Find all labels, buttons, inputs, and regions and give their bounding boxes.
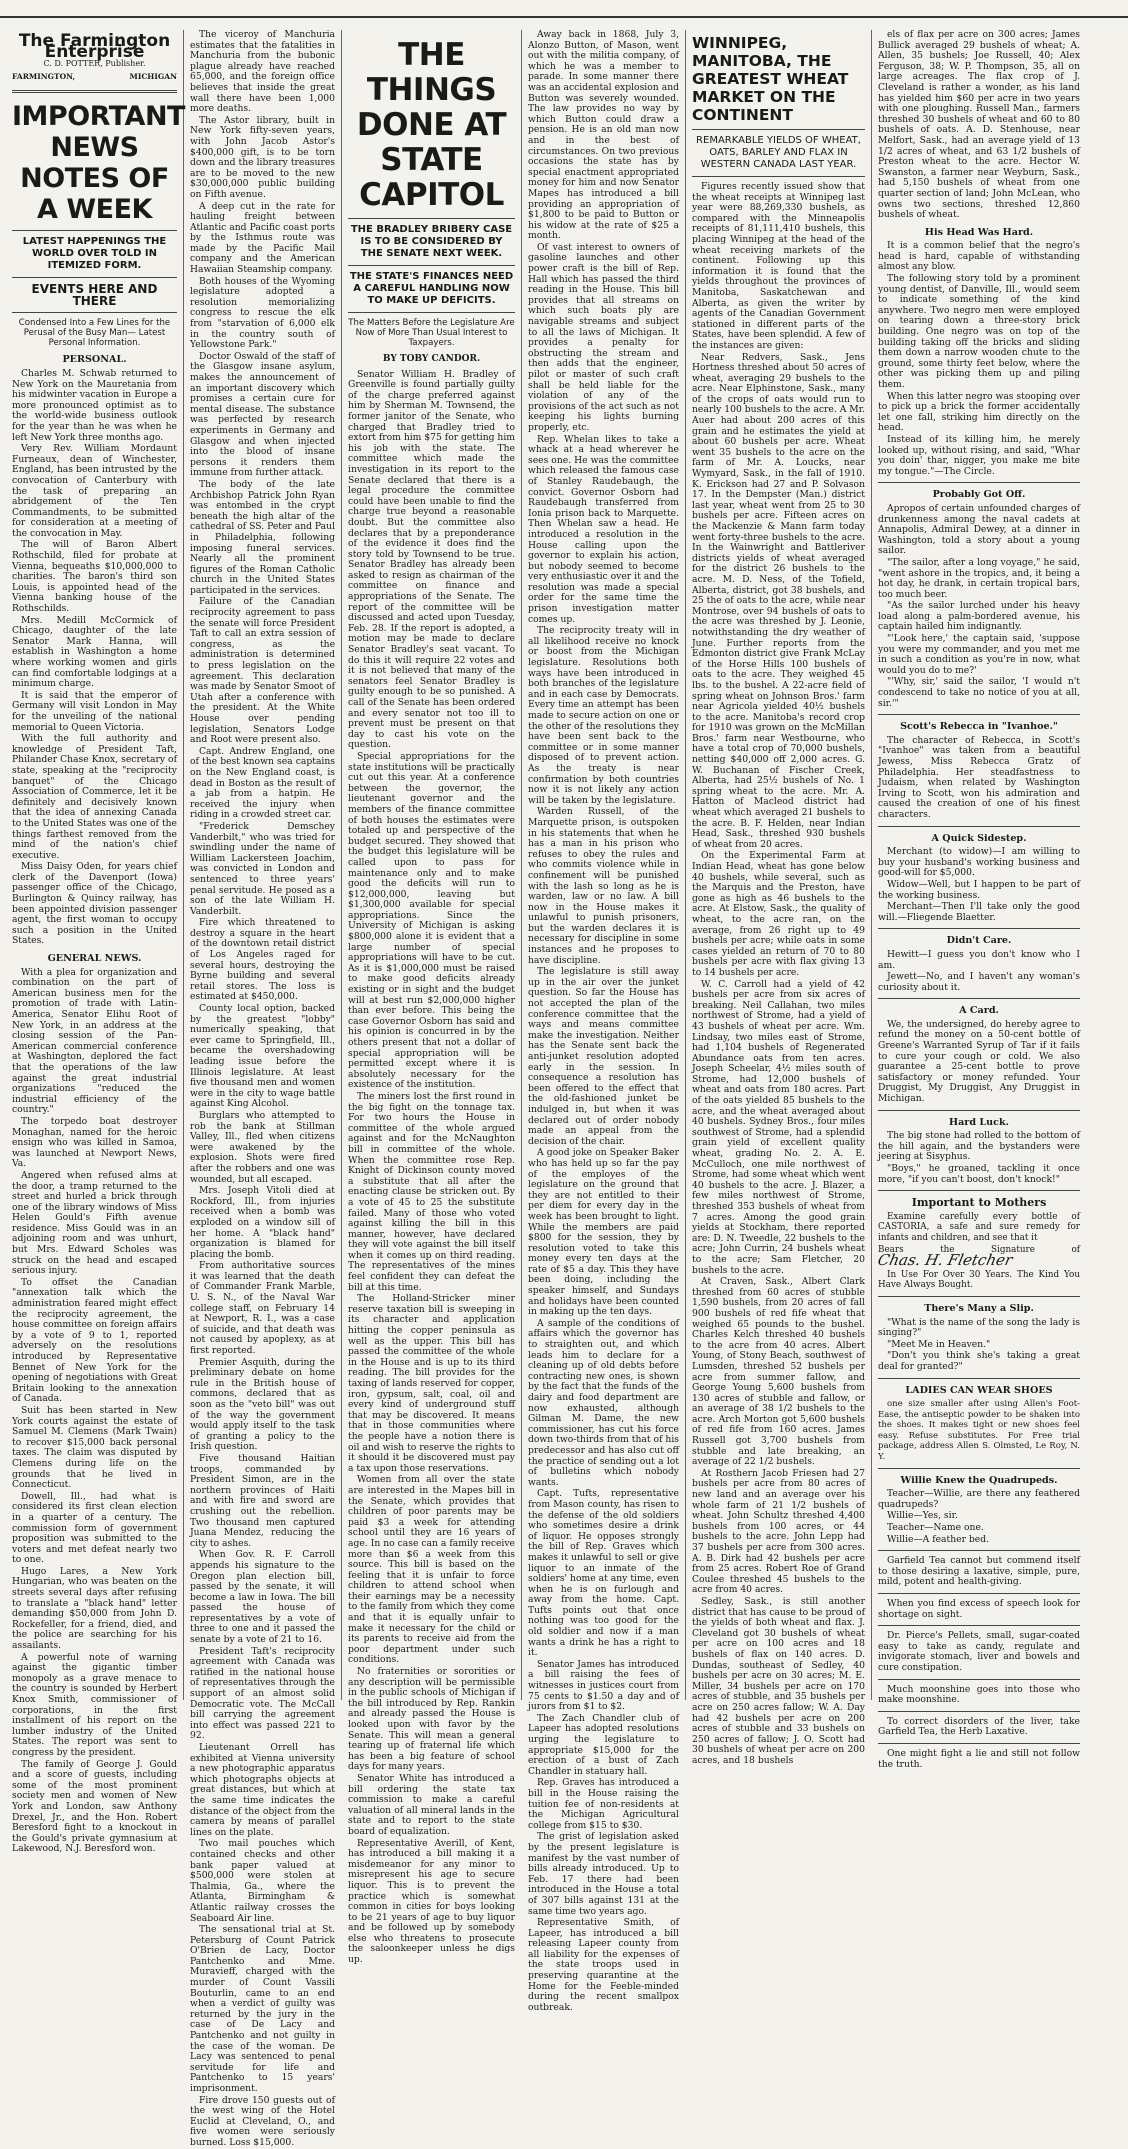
article-paragraph: Fire drove 150 guests out of the west wing of the Hotel Euclid at Cleveland, O., and five women were seriously burned. Loss $15,000. bbox=[190, 2094, 335, 2148]
article-paragraph: It is a common belief that the negro's head is hard, capable of withstanding almost any blow. bbox=[878, 240, 1080, 273]
section-general: GENERAL NEWS. bbox=[47, 953, 142, 965]
article-paragraph: "Meet Me in Heaven." bbox=[887, 1338, 991, 1350]
article-paragraph: Special appropriations for the state institutions will be practically cut out this year. At a conference between the governor, the lieutenant governor and the members of the finance committee of both houses the estimates were totaled up and perspective of the budget secured. They showed that the budget this legislature will be called upon to pass for maintenance only and to make good the deficits will run to $12,000,000, leaving but $1,300,000 available for special appropriations. Since the University of Michigan is asking $800,000 alone it is evident that a large number of special appropriations will have to be cut. As it is $1,000,000 must be raised to make good deficits already existing or in sight and the budget will at best run $2,000,000 higher than ever before. This being the case Governor Osborn has said and his opinion is concurred in by the others present that not a dollar of special appropriation will be permitted except where it is absolutely necessary for the existence of the institution. bbox=[348, 750, 515, 1091]
ad-heading: LADIES CAN WEAR SHOES bbox=[905, 1384, 1053, 1396]
article-paragraph: The Astor library, built in New York fifty-seven years, with John Jacob Astor's $400,000 gift, is to be torn down and the library treasures are to be moved to the new $30,000,000 public building on Fifth avenue. bbox=[190, 114, 335, 200]
article-paragraph: Away back in 1868, July 3, Alonzo Button, of Mason, went out with the militia company, of which he was a member to parade. In some manner there was an accidental explosion and Button was severely wounded. The law provides no way by which Button could draw a pension. He is an old man now and in the best of circumstances. On two previous occasions the state has by special enactment appropriated money for him and now Senator Mapes has introduced a bill providing an appropriation of $1,800 to be paid to Button or his widow at the rate of $25 a month. bbox=[528, 29, 679, 242]
article-paragraph: Rep. Whelan likes to take a whack at a head wherever he sees one. He was the committee which released the famous case of Stanley Raudebaugh, the convict. Governor Osborn had Raudebaugh transferred from Ionia prison back to Marquette. Then Whelan saw a head. He introduced a resolution in the House calling upon the governor to explain his action, but nobody seemed to become very enthusiastic over it and the resolution was made a special order for the same time the prison investigation matter comes up. bbox=[528, 433, 679, 625]
column-4 bbox=[522, 29, 686, 2013]
headline-state-capitol: THE THINGS DONE AT STATE CAPITOL bbox=[356, 37, 507, 213]
article-paragraph: Merchant—Then I'll take only the good will.—Fliegende Blaetter. bbox=[878, 901, 1080, 923]
article-paragraph: The big stone had rolled to the bottom of the hill again, and the bystanders were jeering at Sisyphus. bbox=[878, 1130, 1080, 1163]
article-paragraph: Mrs. Medill McCormick of Chicago, daughter of the late Senator Mark Hanna, will establish in Washington a home where working women and girls can find comfortable lodgings at a minimum charge. bbox=[12, 614, 177, 690]
state: MICHIGAN bbox=[129, 71, 177, 81]
article-paragraph: Dowell, Ill., had what is considered its first clean election in a quarter of a century. The commission form of government proposition was submitted to the voters and met defeat nearly two to one. bbox=[12, 1490, 177, 1566]
ad-signature-line bbox=[878, 1245, 1080, 1269]
bears-label: Bears the Signature of bbox=[878, 1244, 1080, 1255]
article-paragraph: Hugo Lares, a New York Hungarian, who was beaten on the streets several days after refusing to translate a "black hand" letter demanding $50,000 from John D. Rockefeller, for a friend, died, and the police are searching for his assailants. bbox=[12, 1565, 177, 1652]
headline-winnipeg: WINNIPEG, MANITOBA, THE GREATEST WHEAT MARKET ON THE CONTINENT bbox=[692, 34, 849, 124]
item-heading: Didn't Care. bbox=[946, 935, 1012, 947]
article-paragraph: "What is the name of the song the lady is singing?" bbox=[878, 1316, 1080, 1339]
article-paragraph: When this latter negro was stooping over to pick up a brick the former accidentally let one fall, striking him directly on the head. bbox=[878, 390, 1080, 434]
article-paragraph: We, the undersigned, do hereby agree to refund the money on a 50-cent bottle of Greene's Warranted Syrup of Tar if it fails to cure your cough or cold. We also guarantee a 25-cent bottle to prove satisfactory or money refunded. Your Druggist, My Druggist, Any Druggist in Michigan. bbox=[878, 1018, 1080, 1105]
article-paragraph: The miners lost the first round in the big fight on the tonnage tax. For two hours the House in committee of the whole argued against and for the McNaughton bill in committee of the whole. When the committee rose Rep. Knight of Dickinson county moved a substitute that all after the enacting clause be stricken out. By a vote of 45 to 25 the substitute failed. Many of those who voted against killing the bill in this manner, however, have declared they will vote against the bill itself when it comes up on third reading. The representatives of the mines feel confident they can defeat the bill at this time. bbox=[348, 1090, 515, 1293]
item-heading: His Head Was Hard. bbox=[924, 226, 1034, 238]
article-paragraph: Representative Smith, of Lapeer, has introduced a bill releasing Lapeer county from all liability for the expenses of the state troops used in preserving quarantine at the Home for the Feeble-minded during the recent smallpox outbreak. bbox=[528, 1917, 679, 2013]
article-paragraph: The grist of legislation asked by the present legislature is manifest by the vast number of bills already introduced. Up to Feb. 17 there had been introduced in the House a total of 307 bills against 131 at the same time two years ago. bbox=[528, 1831, 679, 1917]
subhead-bribery: THE BRADLEY BRIBERY CASE IS TO BE CONSIDERED BY THE SENATE NEXT WEEK. bbox=[350, 224, 513, 259]
article-paragraph: Very Rev. William Mordaunt Furneaux, dean of Winchester, England, has been intrusted by the convocation of Canterbury with the task of preparing an abridgement of the Ten Commandments, to be submitted for consideration at a meeting of the convocation in May. bbox=[12, 443, 177, 539]
article-paragraph: A powerful note of warning against the gigantic timber monopoly as a grave menace to the country is sounded by Herbert Knox Smith, commissioner of corporations, in the first installment of his report on the lumber industry of the United States. The report was sent to congress by the president. bbox=[12, 1651, 177, 1758]
item-heading: Scott's Rebecca in "Ivanhoe." bbox=[900, 721, 1058, 733]
column-1 bbox=[6, 30, 185, 1855]
article-paragraph: "As the sailor lurched under his heavy load along a palm-bordered avenue, his captain hailed him indignantly. bbox=[878, 600, 1080, 633]
article-paragraph: The torpedo boat destroyer Monaghan, named for the heroic ensign who was killed in Samoa, was launched at Newport News, Va. bbox=[12, 1115, 177, 1170]
article-paragraph: A good joke on Speaker Baker who has held up so far the pay of the employes of the legislature on the ground that they are not entitled to their per diem for every day in the week has been brought to light. While the members are paid $800 for the session, they by resolution voted to take this money every ten days at the rate of $5 a day. This they have been doing, including the speaker himself, and Sundays and holidays have been counted in making up the ten days. bbox=[528, 1147, 679, 1318]
article-paragraph: On the Experimental Farm at Indian Head, wheat has gone below 40 bushels, while several, such as the Marquis and the Preston, have gone as high as 46 bushels to the acre. At Elstow, Sask., the quality of wheat, to the acre ran, on the average, from 26 right up to 49 bushels per acre; while oats in some cases yielded an return of 70 to 80 bushels per acre with flax giving 13 to 14 bushels per acre. bbox=[692, 850, 865, 978]
article-paragraph: With a plea for organization and combination on the part of American business men for the promotion of trade with Latin-America, Senator Elihu Root of New York, in an address at the closing session of the Pan-American commercial conference at Washington, deplored the fact that the operations of the law against the great industrial organizations "reduced the industrial efficiency of the country." bbox=[12, 966, 177, 1116]
article-paragraph: Rep. Graves has introduced a bill in the House raising the tuition fee of non-residents at the Michigan Agricultural college from $15 to $30. bbox=[528, 1777, 679, 1831]
divider bbox=[348, 312, 515, 313]
article-paragraph: "Frederick Demschey Vanderbilt," who was tried for swindling under the name of William Lackersteen Joachim, was convicted in London and sentenced to three years' penal servitude. He posed as a son of the late William H. Vanderbilt. bbox=[190, 820, 335, 917]
column-5 bbox=[686, 30, 872, 1766]
column-6 bbox=[872, 29, 1086, 1770]
divider bbox=[692, 129, 865, 130]
article-paragraph: At Craven, Sask., Albert Clark threshed from 60 acres of stubble 1,590 bushels, from 20 acres of fall 900 bushels of red fife wheat that weighed 65 pounds to the bushel. Charles Kelch threshed 40 bushels to the acre from 40 acres. Albert Young, of Stony Beach, southwest of Lumsden, threshed 52 bushels per acre from summer fallow, and George Young 5,600 bushels from 130 acres of stubble and fallow, or an average of 38 1/2 bushels to the acre. Arch Morton got 5,600 bushels of red fife from 160 acres. James Russell got 3,700 bushels from stubble and late breaking, an average of 22 1/2 bushels. bbox=[692, 1276, 865, 1468]
article-paragraph: A sample of the conditions of affairs which the governor has to straighten out, and which leads him to declare for a cleaning up of old debts before contracting new ones, is shown by the fact that the funds of the dairy and food department are now exhausted, although Gilman M. Dame, the new commissioner, has cut his force down two-thirds from that of his predecessor and has also cut off the practice of sending out a lot of bulletins which nobody wants. bbox=[528, 1317, 679, 1488]
item-heading: Probably Got Off. bbox=[932, 489, 1026, 501]
item-heading: Hard Luck. bbox=[949, 1116, 1009, 1128]
article-paragraph: The viceroy of Manchuria estimates that the fatalities in Manchuria from the bubonic plague already have reached 65,000, and the foreign office believes that inside the great wall there have been 1,000 more deaths. bbox=[190, 29, 335, 115]
article-paragraph: Two mail pouches which contained checks and other bank paper valued at $500,000 were stolen at Thalmia, Ga., where the Atlanta, Birmingham & Atlantic railway crosses the Seaboard Air line. bbox=[190, 1838, 335, 1924]
article-paragraph: Willie—A feather bed. bbox=[887, 1533, 990, 1545]
article-paragraph: "'Why, sir,' said the sailor, 'I would n't condescend to take no notice of you at all, sir.'" bbox=[878, 676, 1080, 709]
article-paragraph: Doctor Oswald of the staff of the Glasgow insane asylum, makes the announcement of an important discovery which promises a certain cure for mental disease. The substance was perfected by research experiments in Germany and Glasgow and when injected into the blood of insane persons it renders them immune from further attack. bbox=[190, 350, 335, 479]
divider bbox=[878, 1625, 1080, 1626]
article-paragraph: The following story told by a prominent young dentist, of Danville, Ill., would seem to indicate something of the kind anywhere. Two negro men were employed on tearing down a three-story brick building. One negro was on top of the building taking off the bricks and sliding them down a narrow wooden chute to the ground, some thirty feet below, where the other was picking them up and piling them. bbox=[878, 273, 1080, 390]
fletcher-signature: Chas. H. Fletcher bbox=[876, 1251, 1015, 1270]
article-paragraph: Widow—Well, but I happen to be part of the working business. bbox=[878, 878, 1080, 901]
deck-legislature: The Matters Before the Legislature Are Now of More Than Usual Interest to Taxpayers. bbox=[348, 318, 515, 348]
article-paragraph: W. C. Carroll had a yield of 42 bushels per acre from six acres of breaking. Neil Callahan, two miles northwest of Strome, had a yield of 43 bushels of wheat per acre. Wm. Lindsay, two miles east of Strome, had 1,104 bushels of Regenerated Abundance oats from ten acres. Joseph Scheelar, 4½ miles south of Strome, had 12,000 bushels of wheat and oats from 180 acres. Part of the oats yielded 85 bushels to the acre, and the wheat averaged about 40 bushels. Sydney Bros., four miles southwest of Strome, had a splendid grain yield of excellent quality wheat, grading No. 2. A. E. McCulloch, one mile northwest of Strome, had some wheat which went 40 bushels to the acre. J. Blazer, a few miles northwest of Strome, threshed 353 bushels of wheat from 7 acres. Among the good grain yields at Stockham, there reported are: D. N. Tweedle, 22 bushels to the acre; John Currin, 24 bushels wheat to the acre; Sam Fletcher, 20 bushels to the acre. bbox=[692, 978, 865, 1276]
article-paragraph: Much moonshine goes into those who make moonshine. bbox=[878, 1683, 1080, 1706]
article-paragraph: Burglars who attempted to rob the bank at Stillman Valley, Ill., fled when citizens were awakened by the explosion. Shots were fired after the robbers and one was wounded, but all escaped. bbox=[190, 1109, 335, 1185]
article-paragraph: Teacher—Willie, are there any feathered quadrupeds? bbox=[878, 1488, 1080, 1510]
article-paragraph: The sensational trial at St. Petersburg of Count Patrick O'Brien de Lacy, Doctor Pantchenko and Mme. Muravieff, charged with the murder of Count Vassili Bouturlin, came to an end when a verdict of guilty was returned by the jury in the case of De Lacy and Pantchenko and not guilty in the case of the woman. De Lacy was sentenced to penal servitude for life and Pantchenko to 15 years' imprisonment. bbox=[190, 1924, 335, 2094]
deck-yields: REMARKABLE YIELDS OF WHEAT, OATS, BARLEY AND FLAX IN WESTERN CANADA LAST YEAR. bbox=[696, 135, 861, 170]
article-paragraph: "Boys," he groaned, tackling it once more, "if you can't boost, don't knock!" bbox=[878, 1163, 1080, 1185]
divider bbox=[12, 230, 177, 231]
column-2 bbox=[184, 29, 342, 2148]
divider bbox=[348, 265, 515, 266]
article-paragraph: President Taft's reciprocity agreement with Canada was ratified in the national house of representatives through the support of an almost solid Democratic vote. The McCall bill carrying the agreement into effect was passed 221 to 92. bbox=[190, 1645, 335, 1742]
divider bbox=[692, 176, 865, 177]
article-paragraph: Instead of its killing him, he merely looked up, without rising, and said, "Whar you doin' thar, nigger, you make me bite my tongue."—The Circle. bbox=[878, 433, 1080, 477]
article-paragraph: Five thousand Haitian troops, commanded by President Simon, are in the northern provinces of Haiti and with fire and sword are crushing out the rebellion. Two thousand men captured Juana Mendez, reducing the city to ashes. bbox=[190, 1452, 335, 1549]
article-paragraph: Lieutenant Orrell has exhibited at Vienna university a new photographic apparatus which photographs objects at great distances, but which at the same time indicates the distance of the object from the camera by means of parallel lines on the plate. bbox=[190, 1742, 335, 1838]
article-paragraph: To offset the Canadian "annexation talk which the administration feared might effect the reciprocity agreement, the house committee on foreign affairs by a vote of 9 to 1, reported adversely on the resolutions introduced by Representative Bennet of New York for the opening of negotiations with Great Britain looking to the annexation of Canada. bbox=[12, 1276, 177, 1405]
article-paragraph: To correct disorders of the liver, take Garfield Tea, the Herb Laxative. bbox=[878, 1715, 1080, 1738]
article-paragraph: Hewitt—I guess you don't know who I am. bbox=[878, 948, 1080, 971]
byline: BY TOBY CANDOR. bbox=[382, 354, 481, 364]
divider bbox=[878, 1296, 1080, 1297]
article-paragraph: Mrs. Joseph Vitoli died at Rockford, Ill., from injuries received when a bomb was exploded on a window sill of her home. A "black hand" organization is blamed for placing the bomb. bbox=[190, 1185, 335, 1260]
section-events: EVENTS HERE AND THERE bbox=[31, 282, 158, 309]
article-paragraph: It is said that the emperor of Germany will visit London in May for the unveiling of the national memorial to Queen Victoria. bbox=[12, 689, 177, 733]
article-paragraph: "'Look here,' the captain said, 'suppose you were my commander, and you met me in such a condition as you're in now, what would you do to me?' bbox=[878, 633, 1080, 676]
article-paragraph: The family of George J. Gould and a score of guests, including some of the most prominent society men and women of New York and London, saw Anthony Drexel, Jr., and the Hon. Robert Beresford fight to a knockout in the Gould's private gymnasium at Lakewood, N.J. Beresford won. bbox=[12, 1758, 177, 1855]
divider bbox=[878, 1711, 1080, 1712]
headline-news-notes: IMPORTANT NEWS NOTES OF A WEEK bbox=[12, 101, 185, 226]
item-heading: A Card. bbox=[959, 1005, 999, 1017]
article-paragraph: Sedley, Sask., is still another district that has cause to be proud of the yields of both wheat and flax. J. Cleveland got 30 bushels of wheat per acre on 100 acres and 18 bushels of flax on 140 acres. D. Dundas, southeast of Sedley, 40 bushels per acre on 30 acres; M. E. Miller, 34 bushels per acre on 170 acres of stubble, and 35 bushels per acre on 250 acres fallow; W. A. Day had 42 bushels per acre on 200 acres of stubble and 33 bushels on 250 acres of fallow; J. O. Scott had 30 bushels of wheat per acre on 200 acres, and 18 bushels bbox=[692, 1595, 865, 1766]
article-paragraph: Near Redvers, Sask., Jens Hortness threshed about 50 acres of wheat, averaging 29 bushels to the acre. Near Elphinstone, Sask., many of the crops of oats would run to nearly 100 bushels to the acre. A Mr. Auer had about 200 acres of this grain and he estimates the yield at about 60 bushels per acre. Wheat went 35 bushels to the acre on the farm of Mr. A. Loucks, near Wymyard, Sask., in the fall of 1910. K. Erickson had 27 and P. Solvason 17. In the Dempster (Man.) district last year, wheat went from 25 to 30 bushels per acre. Fifteen acres on the Mackenzie & Mann farm today went forty-three bushels to the acre. In the Wainwright and Battleriver districts yields of wheat averaged for the district 26 bushels to the acre. M. D. Ness, of the Tofield, Alberta, district, got 38 bushels, and 25 the of oats to the acre, while near Montrose, over 94 bushels of oats to the acre was threshed by J. Leonie, notwithstanding the dry weather of June. Further reports from the Edmonton district give Frank McLay of the Horse Hills 100 bushels of oats to the acre. They weighed 45 lbs. to the bushel. A 22-acre field of spring wheat on Johnson Bros.' farm near Agricola yielded 40½ bushels to the acre. Manitoba's record crop for 1910 was grown on the McMillan Bros.' farm near Westbourne, who have a total crop of 70,000 bushels, netting $40,000 off 2,000 acres. G. W. Buchanan of Fischer Creek, Alberta, had 25½ bushels of No. 1 spring wheat to the acre. Mr. A. Hatton of Macleod district had wheat which averaged 21 bushels to the acre. B. F. Helden, near Indian Head, Sask., threshed 930 bushels of wheat from 20 acres. bbox=[692, 351, 865, 850]
article-paragraph: A deep cut in the rate for hauling freight between Atlantic and Pacific coast ports by the Isthmus route was made by the Pacific Mail company and the American Hawaiian Steamship company. bbox=[190, 200, 335, 276]
article-paragraph: Capt. Tufts, representative from Mason county, has risen to the defense of the old soldiers who sometimes desire a drink of liquor. He opposes strongly the bill of Rep. Graves which makes it unlawful to sell or give liquor to an inmate of the soldiers' home at any time, even when he is on furlough and away from the home. Capt. Tufts points out that once nothing was too good for the old soldier and now if a man wants a drink he has a right to it. bbox=[528, 1488, 679, 1659]
columns bbox=[6, 29, 1122, 2148]
article-paragraph: Dr. Pierce's Pellets, small, sugar-coated easy to take as candy, regulate and invigorate stomach, liver and bowels and cure constipation. bbox=[878, 1630, 1080, 1673]
article-paragraph: The will of Baron Albert Rothschild, filed for probate at Vienna, bequeaths $10,000,000 to charities. The baron's third son Louis, is appointed head of the Vienna banking house of the Rothschilds. bbox=[12, 539, 177, 615]
article-paragraph: Senator William H. Bradley of Greenville is found partially guilty of the charge preferred against him by Sherman M. Townsend, the former janitor of the Senate, who charged that Bradley tried to extort from him $75 for getting him his job with the state. The committee which made the investigation in its report to the Senate declared that there is a legal procedure the committee could have been unable to find the charge true beyond a reasonable doubt. But the committee also declares that by a preponderance of the evidence it does find the story told by Townsend to be true. Senator Bradley has already been asked to resign as chairman of the committee on finance and appropriations of the Senate. The report of the committee will be discussed and acted upon Tuesday, Feb. 28. If the report is adopted, a motion may be made to declare Senator Bradley's seat vacant. To do this it will require 22 votes and it is not believed that many of the senators feel Senator Bradley is guilty enough to be so punished. A call of the Senate has been ordered and every senator not too ill to prevent must be present on that day to cast his vote on the question. bbox=[348, 368, 515, 751]
article-paragraph: Apropos of certain unfounded charges of drunkenness among the naval cadets at Annapolis, Admiral Dewey, at a dinner in Washington, told a story about a young sailor. bbox=[878, 502, 1080, 557]
article-paragraph: When you find excess of speech look for shortage on sight. bbox=[878, 1598, 1080, 1620]
article-paragraph: With the full authority and knowledge of President Taft, Philander Chase Knox, secretary of state, speaking at the "reciprocity banquet" of the Chicago Association of Commerce, let it be definitely and decisively known that the idea of annexing Canada to the United States was one of the things farthest removed from the mind of the nation's chief executive. bbox=[12, 733, 177, 861]
divider bbox=[12, 277, 177, 278]
article-paragraph: County local option, backed by the greatest "lobby" numerically speaking, that ever came to Springfield, Ill., became the overshadowing leading issue before the Illinois legislature. At least five thousand men and women were in the city to wage battle against King Alcohol. bbox=[190, 1003, 335, 1110]
article-paragraph: Charles M. Schwab returned to New York on the Mauretania from his midwinter vacation in Europe a more pronounced optimist as to the world-wide business outlook for the year than he was when he left New York three months ago. bbox=[12, 367, 177, 443]
article-paragraph: Willie—Yes, sir. bbox=[887, 1510, 958, 1522]
item-heading: A Quick Sidestep. bbox=[931, 832, 1027, 844]
divider bbox=[878, 1743, 1080, 1744]
article-paragraph: Senator James has introduced a bill raising the fees of witnesses in justices court from 75 cents to $1.50 a day and of jurors from $1 to $2. bbox=[528, 1658, 679, 1713]
ad-text: one size smaller after using Allen's Foot-Ease, the antiseptic powder to be shaken into the shoes. It makes tight or new shoes feel easy. Refuse substitutes. For Free trial package, address Allen S. Olmsted, Le Roy, N. Y. bbox=[878, 1399, 1080, 1463]
article-paragraph: Warden Russell, of the Marquette prison, is outspoken in his statements that when he has a man in his prison who refuses to obey the rules and who commits violence while in confinement will be punished with the lash so long as he is warden, law or no law. A bill now in the House makes it unlawful to punish prisoners, but the warden declares it is necessary for discipline in some instances and he proposes to have discipline. bbox=[528, 806, 679, 966]
article-paragraph: Both houses of the Wyoming legislature adopted a resolution memorializing congress to rescue the elk from "starvation of 6,000 elk in the country south of Yellowstone Park." bbox=[190, 275, 335, 351]
article-paragraph: Teacher—Name one. bbox=[887, 1522, 984, 1534]
article-paragraph: Fire which threatened to destroy a square in the heart of the downtown retail district of Los Angeles raged for several hours, destroying the Byrne building and several retail stores. The loss is estimated at $450,000. bbox=[190, 917, 335, 1003]
article-paragraph: The Zach Chandler club of Lapeer has adopted resolutions urging the legislature to appropriate $15,000 for the erection of a bust of Zach Chandler in statuary hall. bbox=[528, 1712, 679, 1777]
article-paragraph: "Don't you think she's taking a great deal for granted?" bbox=[878, 1350, 1080, 1372]
article-paragraph: The character of Rebecca, in Scott's "Ivanhoe" was taken from a beautiful Jewess, Miss Rebecca Gratz of Philadelphia. Her steadfastness to Judaism, when related by Washington Irving to Scott, won his admiration and caused the creation of one of his finest characters. bbox=[878, 734, 1080, 820]
item-heading: Willie Knew the Quadrupeds. bbox=[900, 1474, 1058, 1486]
article-paragraph: Merchant (to widow)—I am willing to buy your husband's working business and good-will for $5,000. bbox=[878, 846, 1080, 879]
divider bbox=[12, 312, 177, 313]
divider bbox=[878, 1468, 1080, 1469]
divider bbox=[878, 482, 1080, 483]
paper-name: The Farmington Enterprise bbox=[18, 31, 171, 62]
article-paragraph: Capt. Andrew England, one of the best known sea captains on the New England coast, is dead in Boston as the result of a jab from a hatpin. He received the injury when riding in a crowded street car. bbox=[190, 745, 335, 821]
top-rule bbox=[0, 16, 1128, 18]
dateline bbox=[12, 70, 177, 85]
ad-text: Examine carefully every bottle of CASTORIA, a safe and sure remedy for infants and children, and see that it bbox=[878, 1211, 1080, 1243]
divider bbox=[878, 1378, 1080, 1379]
article-paragraph: Jewett—No, and I haven't any woman's curiosity about it. bbox=[878, 971, 1080, 993]
item-heading: There's Many a Slip. bbox=[924, 1302, 1034, 1314]
article-paragraph: Senator White has introduced a bill ordering the state tax commission to make a careful valuation of all mineral lands in the state and to report to the state board of equalization. bbox=[348, 1772, 515, 1837]
subhead-latest: LATEST HAPPENINGS THE WORLD OVER TOLD IN ITEMIZED FORM. bbox=[22, 236, 167, 272]
divider bbox=[878, 1110, 1080, 1111]
article-paragraph: Garfield Tea cannot but commend itself to those desiring a laxative, simple, pure, mild, potent and health-giving. bbox=[878, 1555, 1080, 1588]
article-paragraph: From authoritative sources it was learned that the death of Commander Frank Marble, U. S. N., of the Naval War college staff, on February 14 at Newport, R. I., was a case of suicide, and that death was not caused by apoplexy, as at first reported. bbox=[190, 1260, 335, 1357]
article-paragraph: Representative Averill, of Kent, has introduced a bill making it a misdemeanor for any minor to misrepresent his age to secure liquor. This is to prevent the practice which is somewhat common in cities for boys looking to be 21 years of age to buy liquor and be followed up by somebody else who threatens to prosecute the saloonkeeper unless he digs up. bbox=[348, 1837, 515, 1966]
article-paragraph: At Rosthern Jacob Friesen had 27 bushels per acre from 80 acres of new land and an average over his whole farm of 21 1/2 bushels of wheat. John Schultz threshed 4,400 bushels from 100 acres, or 44 bushels to the acre. John Lepp had 37 bushels per acre from 300 acres. A. B. Dirk had 42 bushels per acre from 25 acres. Robert Roe of Grand Coulee threshed 45 bushels to the acre from 40 acres. bbox=[692, 1467, 865, 1596]
article-paragraph: Women from all over the state are interested in the Mapes bill in the Senate, which provides that children of poor parents may be paid $3 a week for attending school until they are 16 years of age. In no case can a family receive more than $6 a week from this source. This bill is based on the feeling that it is unfair to force children to attend school when their earnings may be a necessity to the family from which they come and that it is equally unfair to make it necessary for the child or its parents to receive aid from the poor department under such conditions. bbox=[348, 1474, 515, 1666]
divider bbox=[348, 218, 515, 219]
article-paragraph: No fraternities or sororities or any description will be permissible in the public schools of Michigan if the bill introduced by Rep. Rankin and already passed the House is looked upon with favor by the Senate. This will mean a general tearing up of fraternal life which has been a big feature of school days for many years. bbox=[348, 1666, 515, 1773]
divider bbox=[12, 90, 177, 93]
article-paragraph: Suit has been started in New York courts against the estate of Samuel M. Clemens (Mark Twain) to recover $15,000 back personal taxes. The claim was disputed by Clemens during life on the grounds that he lived in Connecticut. bbox=[12, 1404, 177, 1491]
article-paragraph: "The sailor, after a long voyage," he said, "went ashore in the tropics, and, it being a hot day, he drank, in certain tropical bars, too much beer. bbox=[878, 556, 1080, 600]
subhead-finances: THE STATE'S FINANCES NEED A CAREFUL HANDLING NOW TO MAKE UP DEFICITS. bbox=[349, 271, 514, 306]
divider bbox=[878, 998, 1080, 999]
publisher: C. D. POTTER, Publisher. bbox=[43, 59, 146, 69]
town: FARMINGTON, bbox=[12, 71, 76, 81]
column-3 bbox=[342, 30, 522, 1966]
article-paragraph: The reciprocity treaty will in all likelihood receive no knock or boost from the Michigan legislature. Resolutions both ways have been introduced in both branches of the legislature and in each case by Democrats. Every time an attempt has been made to secure action on one or the other of the resolutions they have been sent back to the committee or in some manner disposed of to prevent action. As the treaty is near confirmation by both countries now it is not likely any action will be taken by the legislature. bbox=[528, 625, 679, 806]
divider bbox=[878, 928, 1080, 929]
article-paragraph: When Gov. R. F. Carroll appends his signature to the Oregon plan election bill, passed by the senate, it will become a law in Iowa. The bill passed the house of representatives by a vote of three to one and it passed the senate by a vote of 21 to 16. bbox=[190, 1549, 335, 1646]
article-paragraph: The Holland-Stricker miner reserve taxation bill is sweeping in its character and application hitting the copper peninsula as well as the upper. This bill has passed the committee of the whole in the House and is up to its third reading. The bill provides for the taxing of lands reserved for copper, iron, gypsum, salt, coal, oil and every kind of underground stuff that may be discovered. It means that in those communities where the people have a notion there is oil and wish to reserve the rights to it should it be discovered must pay a tax upon those reservations. bbox=[348, 1293, 515, 1474]
section-personal: PERSONAL. bbox=[62, 354, 127, 366]
article-paragraph: Failure of the Canadian reciprocity agreement to pass the senate will force President Taft to call an extra session of congress, as the administration is determined to press legislation on the agreement. This declaration was made by Senator Smoot of Utah after a conference with the president. At the White House over pending legislation, Senators Lodge and Root were present also. bbox=[190, 596, 335, 746]
article-paragraph: Figures recently issued show that the wheat receipts at Winnipeg last year were 88,269,330 bushels, as compared with the Minneapolis receipts of 81,111,410 bushels, this placing Winnipeg at the head of the wheat receiving markets of the continent. Following up this information it is found that the yields throughout the provinces of Manitoba, Saskatchewan and Alberta, as given the writer by agents of the Canadian Government stationed in different parts of the States, have been splendid. A few of the instances are given: bbox=[692, 181, 865, 351]
divider bbox=[878, 1679, 1080, 1680]
article-paragraph: els of flax per acre on 300 acres; James Bullick averaged 29 bushels of wheat; A. Allen, 35 bushels; Joe Russell, 40; Alex Ferguson, 38; W. P. Thompson, 35, all on large acreages. The flax crop of J. Cleveland is rather a wonder, as his land has yielded him $60 per acre in two years with one ploughing. Russell Man., farmers threshed 30 bushels of wheat and 60 to 80 bushels of oats. A. D. Stenhouse, near Melfort, Sask., had an average yield of 13 1/2 acres of wheat, and 63 1/2 bushels of Preston wheat to the acre. Hector W. Swanston, a farmer near Weyburn, Sask., had 5,150 bushels of wheat from one quarter section of land; John McLean, who owns two sections, threshed 12,860 bushels of wheat. bbox=[878, 29, 1080, 221]
ad-text: In Use For Over 30 Years. The Kind You Have Always Bought. bbox=[878, 1269, 1080, 1291]
article-paragraph: Premier Asquith, during the preliminary debate on home rule in the British house of commons, declared that as soon as the "veto bill" was out of the way the government would apply itself to the task of granting a policy to the Irish question. bbox=[190, 1356, 335, 1453]
article-paragraph: Of vast interest to owners of gasoline launches and other power craft is the bill of Rep. Hall which has passed the third reading in the House. This bill provides that all streams on which such boats ply are navigable streams and subject to all the laws of Michigan. It provides a penalty for obstructing the stream and then adds that the engineer, pilot or master of such craft shall be held liable for the violation of any of the provisions of the act such as not keeping his lights burning properly, etc. bbox=[528, 241, 679, 433]
divider bbox=[878, 826, 1080, 827]
article-paragraph: Angered when refused alms at the door, a tramp returned to the street and hurled a brick through one of the library windows of Miss Helen Gould's Fifth avenue residence. Miss Gould was in an adjoining room and was unhurt, but Mrs. Edward Scholes was struck on the head and escaped serious injury. bbox=[12, 1169, 177, 1277]
article-paragraph: One might fight a lie and still not follow the truth. bbox=[878, 1747, 1080, 1770]
divider bbox=[878, 1190, 1080, 1191]
article-paragraph: Miss Daisy Oden, for years chief clerk of the Davenport (Iowa) passenger office of the Chicago, Burlington & Quincy railway, has been appointed division passenger agent, the first woman to occupy such a position in the United States. bbox=[12, 861, 177, 947]
ad-heading: Important to Mothers bbox=[911, 1196, 1047, 1210]
article-paragraph: The body of the late Archbishop Patrick John Ryan was entombed in the crypt beneath the high altar of the cathedral of SS. Peter and Paul in Philadelphia, following imposing funeral services. Nearly all the prominent figures of the Roman Catholic church in the United States participated in the services. bbox=[190, 478, 336, 596]
deck-condensed: Condensed Into a Few Lines for the Perusal of the Busy Man— Latest Personal Information. bbox=[18, 318, 171, 349]
divider bbox=[878, 714, 1080, 715]
article-paragraph: The legislature is still away up in the air over the junket question. So far the House has not accepted the plan of the conference committee that the ways and means committee make the investigation. Neither has the Senate sent back the anti-junket resolution adopted early in the session. In consequence a resolution has been offered to the effect that the old-fashioned junket be indulged in, but when it was declared out of order nobody made an appeal from the decision of the chair. bbox=[528, 966, 679, 1147]
divider bbox=[878, 1593, 1080, 1594]
divider bbox=[878, 1550, 1080, 1551]
